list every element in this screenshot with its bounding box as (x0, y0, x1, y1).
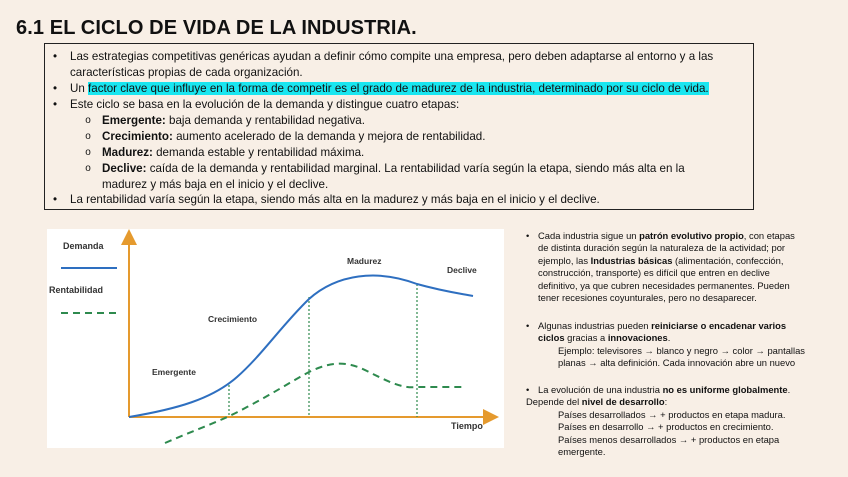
sub-bullet-marker: o (85, 131, 91, 142)
bullet-marker: • (52, 98, 58, 111)
text: . (667, 332, 671, 344)
stage-label-crecimiento: Crecimiento (208, 314, 258, 324)
note-global (526, 384, 826, 458)
note-bullet: • (526, 320, 530, 331)
text-bold: reiniciarse o encadenar varios (651, 320, 787, 331)
note-line: de distinta duración según la naturaleza de la actividad; por (538, 242, 786, 254)
bullet-marker: • (52, 82, 58, 95)
text: La evolución de una industria (538, 384, 663, 395)
bullet-text: Las estrategias competitivas genéricas ayudan a definir cómo compite una empresa, pero deben adaptarse al entorno y a las características propias de cada organización. (70, 50, 714, 79)
bullet-text-prefix: Un (70, 82, 89, 95)
stage-label-declive: Declive (447, 265, 477, 275)
note-line: emergente. (558, 446, 606, 458)
sub-bullet-marker: o (85, 163, 91, 174)
stage-label-emergente: Emergente (152, 367, 196, 377)
stage-name: Declive: (102, 162, 147, 175)
note-bullet: • (526, 384, 530, 395)
sub-bullet-marker: o (85, 115, 91, 126)
note-cycles (526, 320, 826, 370)
text-bold: no es uniforme globalmente (662, 384, 788, 395)
text: . (787, 384, 791, 395)
legend-demand-label: Demanda (63, 241, 104, 251)
text-bold: ciclos (538, 332, 565, 344)
stage-name: Madurez: (102, 146, 153, 159)
text-bold: nivel de desarrollo (581, 396, 665, 408)
text: ejemplo, las (538, 254, 591, 266)
text: Depende del (526, 396, 582, 408)
stage-desc: baja demanda y rentabilidad negativa. (165, 114, 365, 127)
text: Algunas industrias pueden (538, 320, 652, 331)
profit-curve (165, 364, 465, 443)
bullet-marker: • (52, 193, 58, 206)
note-line: Países desarrollados → + productos en etapa madura. (558, 408, 786, 420)
bullet-marker: • (52, 50, 58, 63)
text-bold: patrón evolutivo propio (639, 230, 744, 241)
stage-name: Emergente: (102, 114, 166, 127)
text-bold: Industrias básicas (590, 254, 673, 266)
stage-name: Crecimiento: (102, 130, 173, 143)
bullet-text: La rentabilidad varía según la etapa, siendo más alta en la madurez y más baja en el inicio y el declive. (70, 193, 600, 206)
note-line: tener recesiones coyunturales, pero no desaparecer. (538, 292, 757, 304)
text: (alimentación, confección, (672, 254, 784, 266)
stage-desc: demanda estable y rentabilidad máxima. (152, 146, 365, 159)
note-pattern (526, 230, 826, 304)
note-line: planas → alta definición. Cada innovación abre un nuevo (558, 357, 796, 369)
life-cycle-diagram (47, 229, 504, 448)
note-bullet: • (526, 230, 530, 241)
note-line: definitivo, ya que cubren necesidades permanentes. Pueden (538, 279, 790, 291)
summary-box (44, 43, 754, 210)
note-line: Países menos desarrollados → + productos en etapa (558, 433, 780, 445)
text: : (664, 396, 668, 408)
note-line: construcción, transporte) es difícil que entren en declive (538, 267, 770, 279)
page-title: 6.1 EL CICLO DE VIDA DE LA INDUSTRIA. (16, 17, 417, 39)
text-bold: innovaciones (607, 332, 668, 344)
sub-bullet-marker: o (85, 147, 91, 158)
legend-profit-label: Rentabilidad (49, 285, 104, 295)
x-axis-label: Tiempo (451, 421, 483, 431)
highlighted-text: factor clave que influye en la forma de competir es el grado de madurez de la industria, determinado por su ciclo de vida. (88, 82, 709, 95)
stage-desc: caída de la demanda y rentabilidad marginal. La rentabilidad varía según la etapa, siendo más alta en la madurez y más baja en el inicio y el declive. (102, 162, 685, 191)
text: , con etapas (743, 230, 795, 241)
text: gracias a (564, 332, 608, 344)
stage-desc: aumento acelerado de la demanda y mejora de rentabilidad. (172, 130, 486, 143)
bullet-text: Este ciclo se basa en la evolución de la demanda y distingue cuatro etapas: (70, 98, 460, 111)
life-cycle-svg (47, 229, 504, 448)
note-line: Países en desarrollo → + productos en crecimiento. (558, 421, 774, 433)
text: Cada industria sigue un (538, 230, 640, 241)
note-line: Ejemplo: televisores → blanco y negro → color → pantallas (558, 344, 805, 356)
demand-curve (129, 276, 473, 417)
stage-label-madurez: Madurez (347, 256, 382, 266)
